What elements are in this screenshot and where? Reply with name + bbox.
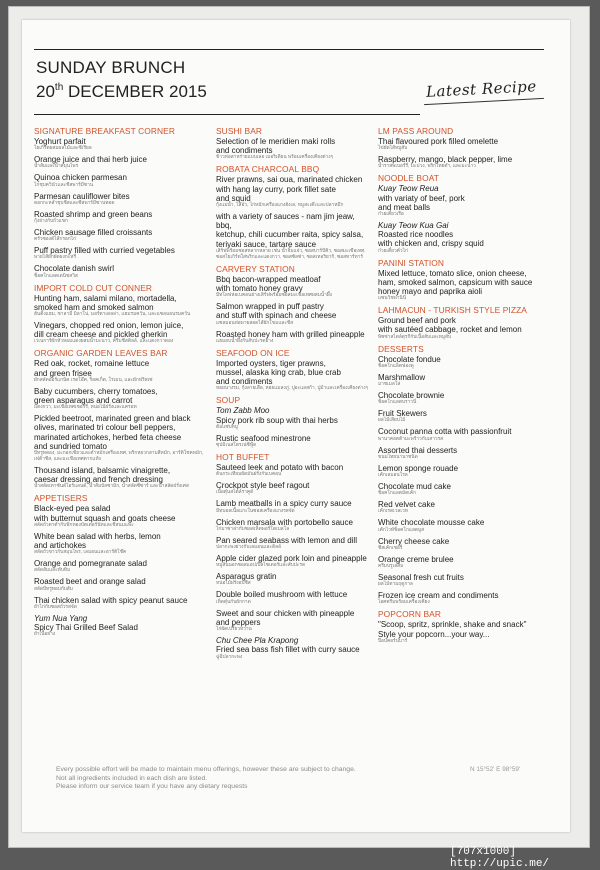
- menu-item-thai: แฮมอบน้ำผึ้งกับสับปะรดย่าง: [216, 338, 274, 344]
- menu-item-thai: ครัวซองต์ไส้กรอกไก่: [34, 237, 76, 243]
- footer-code: N 15°52' E 98°59': [470, 766, 521, 773]
- section-heading: CARVERY STATION: [216, 263, 295, 274]
- menu-item-thai: ช็อคโกแลตบราวนี่: [378, 400, 417, 406]
- menu-item-thai: ฉู่ฉี่ปลากะพง: [216, 654, 243, 660]
- menu-item-name: Coconut panna cotta with passionfruit: [378, 427, 512, 437]
- menu-item-name: Imported oysters, tiger prawns,: [216, 358, 326, 368]
- menu-item-name: Quinoa chicken parmesan: [34, 173, 127, 183]
- section-heading: LAHMACUN - TURKISH STYLE PIZZA: [378, 305, 527, 316]
- menu-item-thai: พานาคอตต้ามะพร้าวกับเสาวรส: [378, 436, 444, 442]
- menu-item-thai: ก๋วยเตี๋ยวคั่วไก่: [378, 248, 408, 254]
- footer-line: Please inform our service team if you have any dietary requests: [56, 783, 248, 791]
- menu-item-thai: ไก่ชุบควินัวและชีสพาร์มีซาน: [34, 182, 94, 188]
- menu-item: [216, 137, 372, 161]
- menu-item-thai: ช็อคโกแลตมัดเค้ก: [378, 491, 417, 497]
- menu-item-name: Fried sea bass fish fillet with curry sauce: [216, 645, 360, 655]
- menu-item-thai: ต้นกระเทียมผัดมันฝรั่งกับเบคอน: [216, 472, 282, 478]
- menu-item: [34, 192, 210, 207]
- menu-item-name: with a variety of sauces - nam jim jeaw, bbq,: [216, 212, 355, 231]
- menu-item-name: Bbq bacon-wrapped meatloaf: [216, 274, 321, 284]
- menu-item-name: Yum Nua Yang: [34, 613, 88, 623]
- menu-title: SUNDAY BRUNCH: [36, 58, 186, 77]
- menu-item: [34, 466, 210, 490]
- menu-item: [34, 137, 210, 152]
- menu-item-name: Red velvet cake: [378, 500, 435, 510]
- menu-item-name: dill cream cheese and pickled gherkin: [34, 330, 168, 340]
- menu-item-thai: มีทโลฟห่อเบคอนย่างเสิร์ฟพร้อมซอสมะเขือเทศผสมน้ำผึ้ง: [216, 293, 332, 299]
- menu-item-name: White chocolate mousse cake: [378, 518, 485, 528]
- menu-item-thai: แซลมอนห่อพายสอดไส้ผักโขมและชีส: [216, 320, 294, 326]
- menu-item: [34, 577, 210, 592]
- menu-item: [378, 620, 546, 644]
- section-heading: SIGNATURE BREAKFAST CORNER: [34, 126, 175, 136]
- menu-item-name: Fruit Skewers: [378, 409, 427, 419]
- section-heading: APPETISERS: [34, 493, 88, 504]
- menu-item-thai: หมูสันนอกซอสแอปเปิ้ลไซเดอร์และสับปะรด: [216, 563, 306, 569]
- menu-item: [34, 210, 210, 225]
- menu-item-name: with chicken and, crispy squid: [378, 239, 484, 249]
- menu-item-thai: ต้มแซ่บหมู: [216, 424, 238, 430]
- menu-item: [34, 504, 210, 528]
- menu-item-name: Thousand island, balsamic vinaigrette,: [34, 466, 171, 476]
- menu-item: [378, 446, 546, 461]
- menu-item-name: smoked ham and smoked salmon: [34, 302, 154, 312]
- menu-item: [34, 559, 210, 574]
- menu-item-name: Red oak, rocket, romaine lettuce: [34, 359, 150, 369]
- menu-item-name: teriyaki sauce, tartare sauce: [216, 239, 317, 249]
- menu-item-thai: น้ำราสพเบอร์รี่, มะม่วง, พริกไทยดำ, และมะนาว: [378, 164, 476, 170]
- menu-item-thai: ไข่ยัดไส้หมูสับ: [378, 146, 408, 152]
- menu-item-name: Roasted beet and orange salad: [34, 577, 146, 587]
- menu-item-name: with sautéed cabbage, rocket and lemon: [378, 325, 522, 335]
- menu-item-thai: ป๊อบคอร์นบาร์: [378, 638, 408, 644]
- menu-item-name: Sauteed leek and potato with bacon: [216, 463, 344, 473]
- menu-item: [34, 228, 210, 243]
- section-heading: LM PASS AROUND: [378, 126, 454, 136]
- menu-item-thai: ผักสลัดออร์แกนิค เรดโอ๊ค, ร็อคเก็ต, โรเมน, และผักฟริสเซ่: [34, 377, 153, 383]
- menu-item-name: and sundried tomato: [34, 441, 107, 451]
- menu-item: [378, 591, 546, 606]
- menu-item-name: Pan seared seabass with lemon and dill: [216, 535, 357, 545]
- menu-item: [216, 499, 372, 514]
- menu-item-name: Pickled beetroot, marinated green and black: [34, 414, 191, 424]
- menu-column-3: [378, 126, 546, 648]
- menu-item-name: and condiments: [216, 377, 273, 387]
- menu-item-thai: น้ำสลัดเทาซันด์ไอร์แลนด์, น้ำส้มบัลซามิก, น้ำสลัดซีซาร์ และน้ำสลัดฝรั่งเศส: [34, 484, 189, 490]
- menu-item-thai: พายไส้ผักผัดผงกะหรี่: [34, 255, 77, 261]
- menu-item-thai: ผลไม้ตามฤดูกาล: [378, 582, 413, 588]
- menu-item-name: Spicy Thai Grilled Beef Salad: [34, 623, 138, 633]
- menu-item-name: Frozen ice cream and condiments: [378, 591, 499, 601]
- menu-item-thai: ก๋วยเตี๋ยวเรือ: [378, 212, 404, 218]
- menu-item: [378, 184, 546, 218]
- menu-item-name: Asparagus gratin: [216, 572, 277, 582]
- menu-item-name: Hunting ham, salami milano, mortadella,: [34, 293, 177, 303]
- menu-item: [34, 614, 210, 638]
- section-heading: IMPORT COLD CUT CONNER: [34, 282, 153, 293]
- menu-item: [378, 573, 546, 588]
- menu-item-name: mussel, alaska king crab, blue crab: [216, 368, 341, 378]
- menu-item-name: Orange creme brulee: [378, 554, 454, 564]
- section-heading: SOUP: [216, 395, 241, 406]
- section-heading: ROBATA CHARCOAL BBQ: [216, 164, 320, 175]
- menu-item-thai: หอยนางรม, กุ้งลายเสือ, หอยแมลงภู่, ปูอะแลสก้า, ปูม้าและเครื่องเคียงต่างๆ: [216, 386, 369, 392]
- menu-item: [378, 221, 546, 255]
- menu-item-thai: ไก่มาซาล่ากับซอสเห็ดพอร์โตเบลโล: [216, 526, 290, 532]
- menu-item-thai: เค้กเรดเวลเวท: [378, 509, 408, 515]
- menu-item-name: River prawns, sai oua, marinated chicken: [216, 175, 363, 185]
- menu-item-name: Chocolate brownie: [378, 391, 445, 401]
- menu-item: [216, 175, 372, 209]
- menu-item: [34, 264, 210, 279]
- menu-item-name: Crockpot style beef ragout: [216, 481, 310, 491]
- menu-item-name: Spicy pork rib soup with thai herbs: [216, 415, 338, 425]
- menu-item: [216, 636, 372, 660]
- menu-item: [378, 482, 546, 497]
- menu-item-thai: แซนวิชพานินี่: [378, 296, 406, 302]
- menu-item-name: "Scoop, spritz, sprinkle, shake and snack": [378, 620, 527, 630]
- menu-item-name: Chicken marsala with portobello sauce: [216, 517, 353, 527]
- menu-item: [216, 463, 372, 478]
- menu-item: [34, 387, 210, 411]
- menu-item-thai: มีทบอลเนื้อแกะในซอสเครื่องแกงรสจัด: [216, 508, 295, 514]
- menu-item-thai: ช็อคโกแล็ตฟองดู: [378, 363, 414, 369]
- menu-item-name: Roasted shrimp and green beans: [34, 209, 153, 219]
- menu-item-thai: สลัดถั่วตาดำกับฟักทองบัตเตอร์นัทและชีสนมแพะ: [34, 522, 134, 528]
- menu-item-name: and stuff with spinach and cheese: [216, 311, 337, 321]
- menu-item: [216, 275, 372, 299]
- menu-item-name: marinated artichokes, herbed feta cheese: [34, 432, 182, 442]
- menu-item: [378, 269, 546, 303]
- menu-item: [34, 596, 210, 611]
- menu-item-thai: เสิร์ฟพร้อมซอสหลากหลาย เช่น น้ำจิ้มแจ่ว, ซอสบาร์บีคิว, ซอสมะเขือเทศ, ซอสโยเกิร์ตใส่พริกและแตงกวา, ซอสซัลซ่า, ซอสเทอริยากิ, ซอสทาร์ทาร์: [216, 248, 366, 260]
- menu-item: [378, 464, 546, 479]
- menu-item: [378, 555, 546, 570]
- menu-item-name: with butternut squash and goats cheese: [34, 513, 176, 523]
- menu-item-name: Sweet and sour chicken with pineapple: [216, 608, 355, 618]
- menu-date: [36, 78, 207, 102]
- menu-item-thai: น้ำส้มและน้ำสมุนไพร: [34, 164, 79, 170]
- menu-item: [216, 481, 372, 496]
- menu-item-name: Yoghurt parfait: [34, 137, 86, 146]
- menu-item-thai: เห็ดตุ๋นกับผักกาด: [216, 599, 251, 605]
- menu-item: [216, 330, 372, 345]
- menu-item: [378, 373, 546, 388]
- menu-item-thai: เค้กเลมอนโรล: [378, 473, 408, 479]
- menu-item-name: Double boiled mushroom with lettuce: [216, 590, 348, 600]
- menu-item-name: Tom Zabb Moo: [216, 406, 270, 416]
- menu-item: [216, 536, 372, 551]
- section-heading: HOT BUFFET: [216, 452, 270, 463]
- menu-item-thai: เค้กไวท์ช็อคโกแลตมูส: [378, 527, 425, 533]
- menu-item-thai: ชีสเค้กเชอรี่: [378, 545, 403, 551]
- section-heading: ORGANIC GARDEN LEAVES BAR: [34, 348, 168, 359]
- menu-item-name: Raspberry, mango, black pepper, lime: [378, 155, 513, 165]
- header-rule: [34, 114, 420, 115]
- menu-column-2: [216, 126, 372, 664]
- menu-item: [378, 409, 546, 424]
- menu-item: [216, 572, 372, 587]
- menu-item-thai: แตงกวา, มะเขือเทศเชอร์รี่, หน่อไม้ฝรั่งและแครอท: [34, 405, 137, 411]
- menu-item-name: Ground beef and pork: [378, 316, 456, 326]
- menu-item-name: and green frisee: [34, 368, 92, 378]
- menu-item-thai: ดอกกะหล่ำชุบชีสและซีสพาร์มีซานทอด: [34, 200, 115, 206]
- menu-item-name: Thai flavoured pork filled omelette: [378, 137, 499, 146]
- menu-item: [378, 316, 546, 340]
- menu-item-name: Thai chicken salad with spicy peanut sauce: [34, 595, 188, 605]
- menu-item: [34, 173, 210, 188]
- menu-item-name: ham, smoked salmon, capsicum with sauce: [378, 277, 533, 287]
- menu-item-name: and peppers: [216, 617, 261, 627]
- menu-item-thai: เวเนการ์ผักหัวหอมแดงผสมน้ำมะนาว, ครีมชีสดิลล์, และแตงกวาดอง: [34, 339, 174, 345]
- menu-item-name: with variaty of beef, pork: [378, 193, 465, 203]
- menu-item-name: Apple cider glazed pork loin and pineapple: [216, 554, 367, 564]
- menu-item: [378, 500, 546, 515]
- menu-item-thai: มาชเมลโล่: [378, 382, 401, 388]
- menu-item-thai: สลัดถั่วขาวกับสมุนไพร, เลมอนและอาร์ติโช๊ค: [34, 550, 127, 556]
- menu-item-name: Roasted rice noodles: [378, 230, 454, 240]
- menu-item-thai: ไอศครีมพร้อมเครื่องเคียง: [378, 600, 430, 606]
- menu-item-name: Marshmallow: [378, 372, 426, 382]
- menu-item-name: green asparagus and carrot: [34, 396, 133, 406]
- menu-item: [216, 434, 372, 449]
- menu-item: [378, 518, 546, 533]
- menu-item-name: ketchup, chili cucumber raita, spicy salsa,: [216, 230, 364, 240]
- menu-item: [34, 155, 210, 170]
- menu-item-thai: ข้าวห่อสาหร่ายแบบเลอ เมอริเดียน พร้อมเครื่องเคียงต่างๆ: [216, 155, 334, 161]
- menu-item-name: Cherry cheese cake: [378, 536, 450, 546]
- menu-item-name: Orange and pomegranate salad: [34, 559, 147, 569]
- latest-recipe-logo: Latest Recipe: [425, 77, 538, 101]
- footer-disclaimer: [56, 766, 356, 792]
- section-heading: PANINI STATION: [378, 257, 445, 268]
- menu-item: [34, 532, 210, 556]
- menu-item-name: Mixed lettuce, tomato slice, onion cheese,: [378, 268, 527, 278]
- menu-item-thai: พิซซ่าสไตล์ตุรกีกับเนื้อสับและหมูสับ: [378, 334, 451, 340]
- footer-line: Not all ingredients included in each dish are listed.: [56, 774, 208, 782]
- menu-item-thai: ผลไม้เสียบไม้: [378, 418, 406, 424]
- menu-item-thai: กุ้งแม่น้ำ, ไส้อั่ว, ไก่หมักเครื่องแกงฮังเล, หมูสะเต๊ะและปลาหมึก: [216, 203, 344, 209]
- menu-item: [378, 391, 546, 406]
- menu-item-name: Chu Chee Pla Krapong: [216, 636, 299, 646]
- menu-item-name: with hang lay curry, pork fillet sate: [216, 184, 336, 194]
- menu-item-name: caesar dressing and french dressing: [34, 475, 163, 485]
- menu-item: [34, 246, 210, 261]
- menu-item-name: Lemon sponge rouade: [378, 463, 459, 473]
- menu-item-thai: สลัดส้มและทับทิม: [34, 568, 71, 574]
- menu-item: [216, 590, 372, 605]
- menu-item-name: and condiments: [216, 146, 273, 156]
- section-heading: DESSERTS: [378, 343, 424, 354]
- menu-item-thai: ขนมไทยนานาชนิด: [378, 454, 418, 460]
- date-suffix: th: [54, 82, 64, 93]
- menu-item-name: Chicken sausage filled croissants: [34, 228, 153, 238]
- menu-item-thai: ครีมบรูเล่ส้ม: [378, 564, 404, 570]
- menu-item-name: Selection of le meridien maki rolls: [216, 137, 336, 146]
- footer-line: Every possible effort will be made to maintain menu offerings, however these are subject to change.: [56, 766, 356, 773]
- section-heading: NOODLE BOAT: [378, 173, 439, 184]
- menu-item-name: honey mayo and paprika aioli: [378, 287, 483, 297]
- section-heading: POPCORN BAR: [378, 609, 441, 620]
- menu-item-thai: โยเกิร์ตผสมผลไม้และซีเรียล: [34, 146, 92, 152]
- menu-item-thai: ช็อคโกแลตเดนิชสวิส: [34, 273, 78, 279]
- menu-item-name: Baby cucumbers, cherry tomatoes,: [34, 386, 158, 396]
- menu-item-name: White bean salad with herbs, lemon: [34, 531, 161, 541]
- menu-item-thai: หน่อไม้ฝรั่งอบชีส: [216, 581, 251, 587]
- menu-item: [34, 359, 210, 383]
- menu-item-name: Kuay Teow Kua Gai: [378, 221, 449, 231]
- menu-item-thai: ยำเนื้อย่าง: [34, 632, 56, 638]
- menu-item-name: and artichokes: [34, 541, 87, 551]
- menu-item-name: Roasted honey ham with grilled pineapple: [216, 329, 365, 339]
- menu-item: [216, 212, 372, 261]
- menu-item-name: Kuay Teow Reua: [378, 184, 439, 194]
- menu-item-name: Parmesan cauliflower bites: [34, 191, 130, 201]
- date-rest: DECEMBER 2015: [63, 82, 207, 101]
- menu-item-name: Chocolate mud cake: [378, 482, 451, 492]
- menu-item: [34, 321, 210, 345]
- menu-item-thai: ซุปมิเนสโตรเน่ซีฟู้ด: [216, 443, 257, 449]
- menu-item-thai: เนื้อตุ๋นสไตล์ราคูต์: [216, 490, 254, 496]
- menu-item-name: Assorted thai desserts: [378, 445, 458, 455]
- menu-item-name: with tomato honey gravy: [216, 284, 303, 294]
- date-day: 20: [36, 82, 55, 101]
- menu-item: [378, 355, 546, 370]
- menu-item-thai: กุ้งย่างกับถั่วแขก: [34, 219, 68, 225]
- menu-item-name: olives, marinated tri colour bell peppers,: [34, 423, 176, 433]
- menu-item-name: Vinegars, chopped red onion, lemon juice,: [34, 321, 184, 331]
- menu-item: [34, 294, 210, 318]
- menu-item: [34, 414, 210, 463]
- menu-item: [216, 609, 372, 633]
- menu-item-name: Orange juice and thai herb juice: [34, 155, 147, 165]
- menu-item-name: Chocolate fondue: [378, 354, 441, 364]
- top-rule: [34, 49, 544, 50]
- menu-item: [378, 427, 546, 442]
- section-heading: SEAFOOD ON ICE: [216, 347, 290, 358]
- menu-item-thai: ไก่ผัดเปรี้ยวหวาน: [216, 627, 252, 633]
- menu-item-name: and squid: [216, 193, 251, 203]
- menu-item-name: Rustic seafood minestrone: [216, 433, 311, 443]
- menu-column-1: [34, 126, 210, 641]
- menu-item-thai: บีทรูทดอง, มะกอกเขียวและดำหมักเครื่องเทศ, พริกหยวกสามสีหมัก, อาร์ติโชคหมัก, เฟต้าชีส, และมะเขือเทศตากแห้ง: [34, 451, 204, 463]
- menu-item-name: Style your popcorn...your way...: [378, 629, 490, 639]
- menu-item-thai: ยำไก่กับซอสถั่วรสจัด: [34, 604, 77, 610]
- upload-watermark: [707x1000] http://upic.me/: [450, 846, 550, 870]
- menu-item: [216, 518, 372, 533]
- menu-item-name: Chocolate danish swirl: [34, 264, 115, 274]
- menu-item-name: Puff pastry filled with curried vegetables: [34, 246, 175, 256]
- menu-item: [378, 137, 546, 152]
- menu-item: [216, 359, 372, 393]
- section-heading: SUSHI BAR: [216, 126, 263, 136]
- menu-item-name: Seasonal fresh cut fruits: [378, 573, 464, 583]
- menu-item-thai: ฮันติ้งแฮม, ซาลามี่ มิลาโน่, มอร์ตาเดลล่า, แฮมรมควัน, และแซลมอนรมควัน: [34, 312, 191, 318]
- menu-item-thai: ปลากะพงย่างกับเลมอนและดิลล์: [216, 545, 281, 551]
- menu-item: [378, 537, 546, 552]
- menu-item-name: Salmon wrapped in puff pastry: [216, 302, 324, 312]
- menu-item-name: Lamb meatballs in a spicy curry sauce: [216, 499, 352, 509]
- menu-item-name: and meat balls: [378, 202, 431, 212]
- menu-item: [216, 406, 372, 430]
- menu-item: [378, 155, 546, 170]
- menu-item-name: Black-eyed pea salad: [34, 504, 111, 514]
- menu-item-thai: สลัดบีทรูทอบกับส้ม: [34, 586, 73, 592]
- menu-item: [216, 302, 372, 326]
- menu-item: [216, 554, 372, 569]
